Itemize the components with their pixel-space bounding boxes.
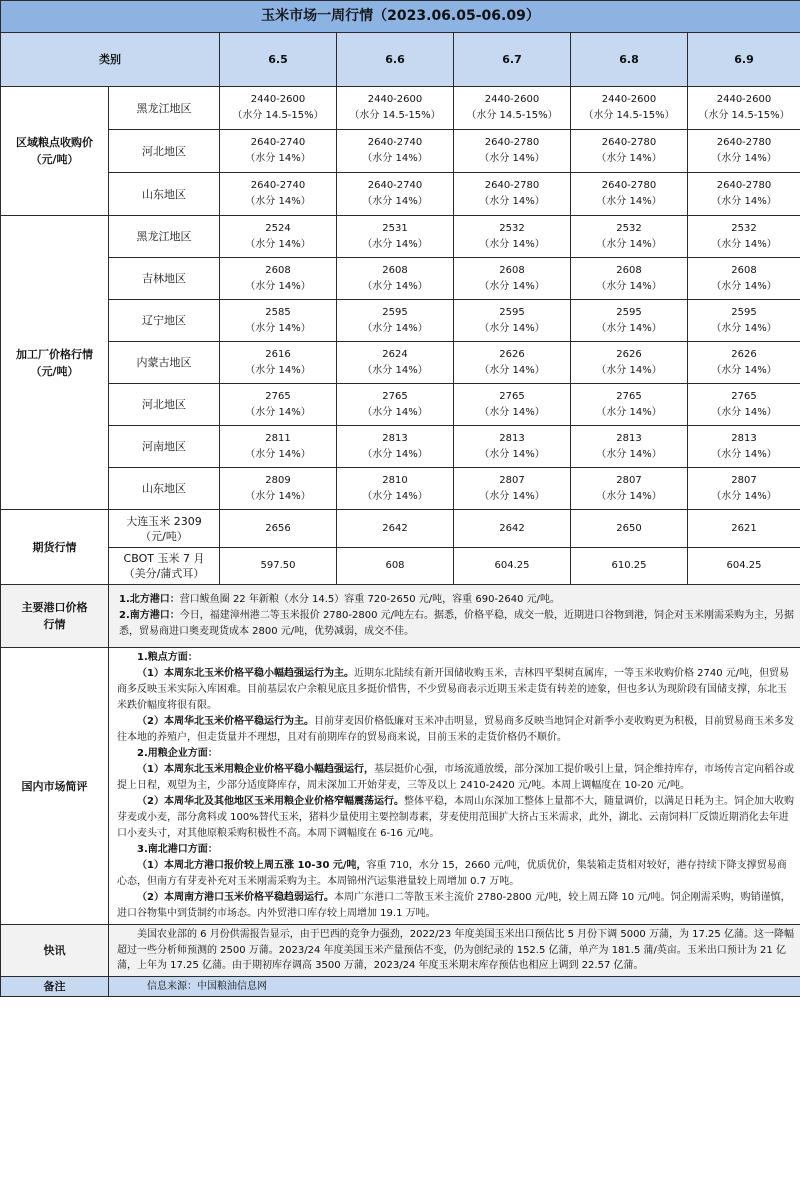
region-name: 山东地区 — [109, 468, 220, 510]
price-cell: 2640-2740 （水分 14%） — [337, 130, 454, 173]
region-name: 内蒙古地区 — [109, 342, 220, 384]
region-name: 河北地区 — [109, 384, 220, 426]
header-date: 6.9 — [688, 33, 800, 87]
flash-content: 美国农业部的 6 月份供需报告显示，由于巴西的竞争力强劲，2022/23 年度美国玉米出口预估比 5 月份下调 5000 万蒲，为 17.25 亿蒲。这一降幅超过一些分析师预测的 2500 万蒲。2023/24 年度美国玉米产量预估不变，仍为创纪录的 152.5 亿蒲，单产为 181.5 蒲/英亩。玉米出口预计为 21 亿蒲，上年为 17.25 亿蒲。由于期初库存调高 3500 万蒲，2023/24 年度玉米期末库存预估也相应上调到 22.57 亿蒲。 — [109, 925, 800, 977]
futures-value: 608 — [337, 548, 454, 585]
futures-value: 2650 — [571, 510, 688, 548]
price-cell: 2608 （水分 14%） — [571, 258, 688, 300]
price-cell: 2765 （水分 14%） — [337, 384, 454, 426]
futures-value: 2642 — [454, 510, 571, 548]
processing-section-label: 加工厂价格行情 （元/吨） — [1, 216, 109, 510]
region-name: 山东地区 — [109, 173, 220, 216]
price-cell: 2440-2600 （水分 14.5-15%） — [337, 87, 454, 130]
price-cell: 2608 （水分 14%） — [220, 258, 337, 300]
price-cell: 2640-2780 （水分 14%） — [571, 130, 688, 173]
price-cell: 2616 （水分 14%） — [220, 342, 337, 384]
futures-value: 610.25 — [571, 548, 688, 585]
price-cell: 2809 （水分 14%） — [220, 468, 337, 510]
price-cell: 2765 （水分 14%） — [571, 384, 688, 426]
price-cell: 2608 （水分 14%） — [688, 258, 800, 300]
price-cell: 2640-2740 （水分 14%） — [220, 130, 337, 173]
note-content: 信息来源：中国粮油信息网 — [109, 976, 800, 996]
region-name: 河南地区 — [109, 426, 220, 468]
futures-value: 2642 — [337, 510, 454, 548]
price-cell: 2640-2780 （水分 14%） — [454, 173, 571, 216]
header-date: 6.7 — [454, 33, 571, 87]
header-date: 6.5 — [220, 33, 337, 87]
futures-name: CBOT 玉米 7 月 （美分/蒲式耳） — [109, 548, 220, 585]
header-date: 6.6 — [337, 33, 454, 87]
price-cell: 2608 （水分 14%） — [454, 258, 571, 300]
price-cell: 2531 （水分 14%） — [337, 216, 454, 258]
price-cell: 2813 （水分 14%） — [688, 426, 800, 468]
price-cell: 2807 （水分 14%） — [571, 468, 688, 510]
price-cell: 2640-2780 （水分 14%） — [688, 130, 800, 173]
price-cell: 2624 （水分 14%） — [337, 342, 454, 384]
price-cell: 2608 （水分 14%） — [337, 258, 454, 300]
price-cell: 2532 （水分 14%） — [688, 216, 800, 258]
price-cell: 2440-2600 （水分 14.5-15%） — [220, 87, 337, 130]
price-cell: 2765 （水分 14%） — [454, 384, 571, 426]
market-content: 1.粮点方面： （1）本周东北玉米价格平稳小幅趋强运行为主。近期东北陆续有新开国储收购玉米，吉林四平梨树直属库，一等玉米收购价格 2740 元/吨，但贸易商多反映玉米实际入库困难。目前基层农户余粮见底且多挺价惜售，不少贸易商表示近期玉米走货有转差的迹象，但也多认为现阶段有国储支撑，东北玉米跌价幅度将很有限。 （2）本周华北玉米价格平稳运行为主。目前芽麦因价格低廉对玉米冲击明显，贸易商多反映当地饲企对新季小麦收购更为积极，目前贸易商玉米多发往本地的养殖户，但走货量并不理想，且对有前期库存的贸易商来说，目前玉米的走货价格仍不顺价。 2.用粮企业方面： （1）本周东北玉米用粮企业价格平稳小幅趋强运行，基层挺价心强，市场流通放缓，部分深加工提价吸引上量，饲企维持库存，市场传言定向稻谷或提上日程，观望为主，少部分适度降库存，周末深加工开始芽麦，三等及以上 2410-2420 元/吨。本周上调幅度在 10-20 元/吨。 （2）本周华北及其他地区玉米用粮企业价格窄幅震荡运行。整体平稳，本周山东深加工整体上量都不大，随量调价，以满足日耗为主。饲企加大收购芽麦或小麦，部分禽料或 100%替代玉米，猪料少量使用主要控制毒素，芽麦使用范围扩大挤占玉米需求，此外，湖北、云南饲料厂反馈近期消化去年进口小麦头寸，对其他原粮采购积极性不高。本周下调幅度在 6-16 元/吨。 3.南北港口方面： （1）本周北方港口报价较上周五涨 10-30 元/吨，容重 710，水分 15，2660 元/吨，优质优价，集装箱走货相对较好，港存持续下降支撑贸易商心态，但南方有芽麦补充对玉米刚需采购为主。本周锦州汽运集港量较上周增加 0.7 万吨。 （2）本周南方港口玉米价格平稳趋弱运行。本周广东港口二等散玉米主流价 2780-2800 元/吨，较上周五降 10 元/吨。饲企刚需采购，购销谨慎，进口谷物集中到货制约市场态。内外贸港口库存较上周增加 19.1 万吨。 — [109, 648, 800, 925]
header-category: 类别 — [1, 33, 220, 87]
price-cell: 2532 （水分 14%） — [571, 216, 688, 258]
futures-section-label: 期货行情 — [1, 510, 109, 585]
price-cell: 2813 （水分 14%） — [454, 426, 571, 468]
price-cell: 2640-2780 （水分 14%） — [688, 173, 800, 216]
price-cell: 2813 （水分 14%） — [337, 426, 454, 468]
price-cell: 2595 （水分 14%） — [688, 300, 800, 342]
futures-name: 大连玉米 2309 （元/吨） — [109, 510, 220, 548]
price-cell: 2807 （水分 14%） — [688, 468, 800, 510]
price-cell: 2440-2600 （水分 14.5-15%） — [571, 87, 688, 130]
price-cell: 2811 （水分 14%） — [220, 426, 337, 468]
futures-value: 604.25 — [688, 548, 800, 585]
regional-section-label: 区域粮点收购价 （元/吨） — [1, 87, 109, 216]
flash-section-label: 快讯 — [1, 925, 109, 977]
futures-value: 604.25 — [454, 548, 571, 585]
price-cell: 2813 （水分 14%） — [571, 426, 688, 468]
price-cell: 2626 （水分 14%） — [454, 342, 571, 384]
futures-value: 597.50 — [220, 548, 337, 585]
price-cell: 2626 （水分 14%） — [688, 342, 800, 384]
region-name: 河北地区 — [109, 130, 220, 173]
price-cell: 2640-2780 （水分 14%） — [454, 130, 571, 173]
price-cell: 2524 （水分 14%） — [220, 216, 337, 258]
price-cell: 2640-2740 （水分 14%） — [337, 173, 454, 216]
futures-value: 2656 — [220, 510, 337, 548]
price-cell: 2585 （水分 14%） — [220, 300, 337, 342]
market-section-label: 国内市场简评 — [1, 648, 109, 925]
ports-content: 1.北方港口：营口鲅鱼圈 22 年新粮（水分 14.5）容重 720-2650 元/吨，容重 690-2640 元/吨。 2.南方港口：今日，福建漳州港二等玉米报价 2780-2800 元/吨左右。据悉，价格平稳，成交一般，近期进口谷物到港，饲企对玉米刚需采购为主，另据悉，贸易商进口奥麦现货成本 2800 元/吨，优势减弱，成交不佳。 — [109, 585, 800, 648]
region-name: 黑龙江地区 — [109, 216, 220, 258]
table-title: 玉米市场一周行情（2023.06.05-06.09） — [1, 1, 800, 33]
price-cell: 2626 （水分 14%） — [571, 342, 688, 384]
region-name: 吉林地区 — [109, 258, 220, 300]
price-cell: 2640-2780 （水分 14%） — [571, 173, 688, 216]
price-cell: 2595 （水分 14%） — [571, 300, 688, 342]
price-cell: 2765 （水分 14%） — [688, 384, 800, 426]
price-cell: 2765 （水分 14%） — [220, 384, 337, 426]
price-cell: 2595 （水分 14%） — [454, 300, 571, 342]
region-name: 辽宁地区 — [109, 300, 220, 342]
price-cell: 2440-2600 （水分 14.5-15%） — [688, 87, 800, 130]
note-section-label: 备注 — [1, 976, 109, 996]
price-cell: 2595 （水分 14%） — [337, 300, 454, 342]
header-date: 6.8 — [571, 33, 688, 87]
price-cell: 2440-2600 （水分 14.5-15%） — [454, 87, 571, 130]
price-cell: 2807 （水分 14%） — [454, 468, 571, 510]
futures-value: 2621 — [688, 510, 800, 548]
region-name: 黑龙江地区 — [109, 87, 220, 130]
price-cell: 2810 （水分 14%） — [337, 468, 454, 510]
price-cell: 2640-2740 （水分 14%） — [220, 173, 337, 216]
price-cell: 2532 （水分 14%） — [454, 216, 571, 258]
ports-section-label: 主要港口价格 行情 — [1, 585, 109, 648]
